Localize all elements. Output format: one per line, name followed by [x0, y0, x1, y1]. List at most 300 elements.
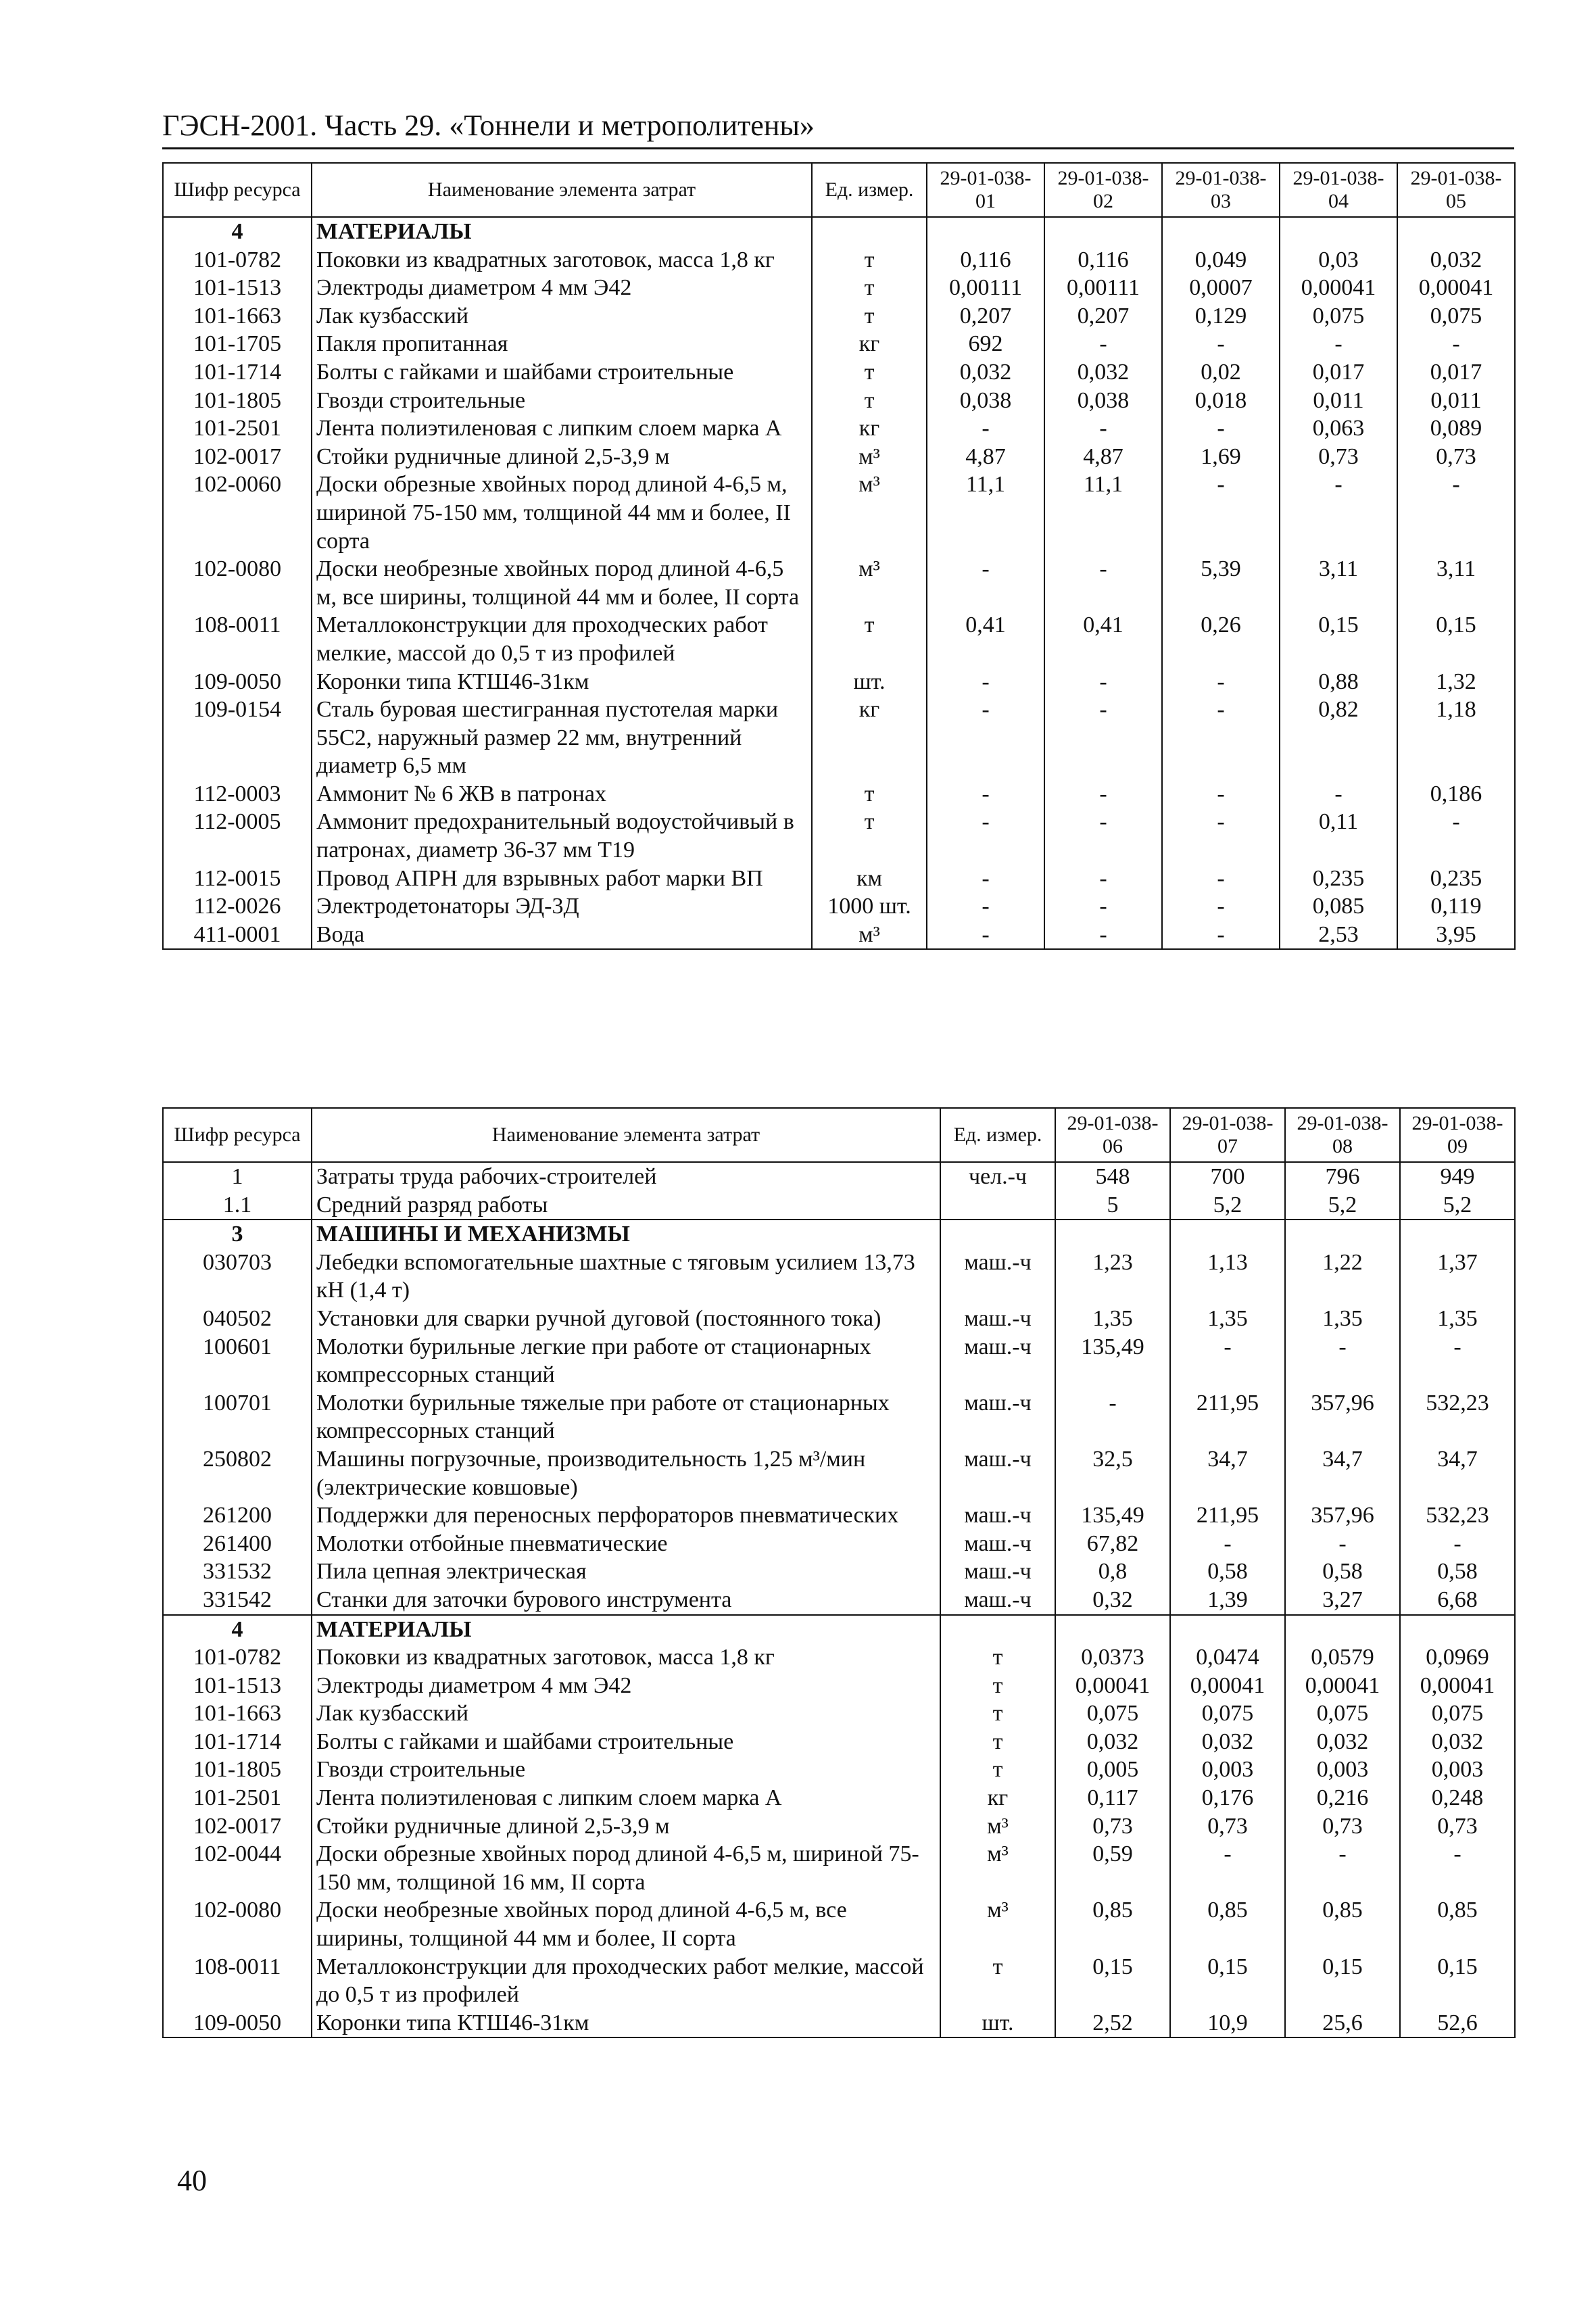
- cell-name: Болты с гайками и шайбами строительные: [312, 1728, 940, 1756]
- cell-value: 0,00041: [1400, 1672, 1515, 1700]
- cell-value: 0,075: [1170, 1699, 1285, 1728]
- cell-name: Провод АПРН для взрывных работ марки ВП: [312, 865, 812, 893]
- cell-value: 0,032: [1397, 246, 1515, 274]
- cell-unit: шт.: [812, 668, 927, 696]
- cell-code: 102-0044: [163, 1840, 312, 1896]
- cell-name: Электродетонаторы ЭД-3Д: [312, 892, 812, 921]
- cell-value: 135,49: [1055, 1501, 1170, 1530]
- table-row: [163, 358, 1515, 387]
- column-header: 29-01-038-05: [1397, 163, 1515, 217]
- column-header: 29-01-038-01: [927, 163, 1044, 217]
- cell-code: 250802: [163, 1445, 312, 1501]
- cell-code: 101-1805: [163, 1756, 312, 1784]
- cell-name: Доски необрезные хвойных пород длиной 4-6,5 м, все ширины, толщиной 44 мм и более, II сорта: [312, 555, 812, 611]
- cell-value: 2,53: [1280, 921, 1397, 950]
- cell-code: 1.1: [163, 1191, 312, 1220]
- cell-value: 0,075: [1400, 1699, 1515, 1728]
- cell-value: 0,003: [1285, 1756, 1400, 1784]
- cell-value: [1162, 217, 1280, 246]
- table-header-row: [163, 163, 1515, 217]
- cell-name: Гвозди строительные: [312, 387, 812, 415]
- table-row: [163, 1953, 1515, 2009]
- cell-code: 4: [163, 217, 312, 246]
- cell-code: 1: [163, 1162, 312, 1191]
- table-row: [163, 1586, 1515, 1615]
- cell-unit: [940, 1191, 1055, 1220]
- cell-value: -: [1397, 330, 1515, 358]
- cell-value: -: [1044, 865, 1162, 893]
- cell-value: -: [1285, 1333, 1400, 1389]
- cell-unit: [940, 1220, 1055, 1249]
- cell-value: 0,011: [1397, 387, 1515, 415]
- cell-value: [1285, 1220, 1400, 1249]
- cell-value: 0,0007: [1162, 274, 1280, 302]
- cell-value: 0,73: [1285, 1812, 1400, 1841]
- cell-name: Лак кузбасский: [312, 1699, 940, 1728]
- cell-value: -: [1397, 808, 1515, 864]
- cell-code: 101-1714: [163, 1728, 312, 1756]
- cell-value: 1,35: [1285, 1305, 1400, 1333]
- cell-value: 0,00041: [1285, 1672, 1400, 1700]
- cell-value: 0,15: [1397, 611, 1515, 667]
- cell-value: -: [927, 696, 1044, 780]
- cell-value: -: [1162, 471, 1280, 555]
- cell-value: 949: [1400, 1162, 1515, 1191]
- cell-code: 102-0017: [163, 1812, 312, 1841]
- cell-code: 108-0011: [163, 1953, 312, 2009]
- cell-value: -: [1162, 780, 1280, 809]
- cell-value: 0,017: [1280, 358, 1397, 387]
- cell-code: 102-0060: [163, 471, 312, 555]
- cell-value: -: [1400, 1530, 1515, 1558]
- cell-code: 030703: [163, 1249, 312, 1305]
- cell-unit: м³: [940, 1812, 1055, 1841]
- cell-value: 0,032: [1170, 1728, 1285, 1756]
- cell-value: 211,95: [1170, 1501, 1285, 1530]
- cell-value: 2,52: [1055, 2009, 1170, 2038]
- table-header-row: [163, 1108, 1515, 1162]
- cell-value: 11,1: [927, 471, 1044, 555]
- cell-name: Коронки типа КТШ46-31км: [312, 2009, 940, 2038]
- table-row: [163, 1501, 1515, 1530]
- column-header: 29-01-038-03: [1162, 163, 1280, 217]
- cell-code: 109-0050: [163, 668, 312, 696]
- cell-unit: шт.: [940, 2009, 1055, 2038]
- cell-value: 0,032: [1055, 1728, 1170, 1756]
- cell-code: 101-1663: [163, 1699, 312, 1728]
- cell-value: 3,27: [1285, 1586, 1400, 1615]
- cell-name: Коронки типа КТШ46-31км: [312, 668, 812, 696]
- cell-code: 112-0026: [163, 892, 312, 921]
- table-body: [163, 217, 1515, 949]
- cell-unit: т: [812, 302, 927, 331]
- cell-value: 357,96: [1285, 1389, 1400, 1445]
- table-row: [163, 696, 1515, 780]
- cell-unit: маш.-ч: [940, 1333, 1055, 1389]
- cell-value: -: [1400, 1840, 1515, 1896]
- cell-code: 101-0782: [163, 1643, 312, 1672]
- cell-name: Стойки рудничные длиной 2,5-3,9 м: [312, 443, 812, 471]
- table-row: [163, 330, 1515, 358]
- cell-value: -: [1044, 892, 1162, 921]
- cell-value: 0,85: [1055, 1896, 1170, 1952]
- cell-value: 0,00111: [927, 274, 1044, 302]
- cell-value: 32,5: [1055, 1445, 1170, 1501]
- cell-code: 101-2501: [163, 1784, 312, 1812]
- cell-value: 0,116: [927, 246, 1044, 274]
- table-row: [163, 1558, 1515, 1586]
- cell-value: -: [1044, 780, 1162, 809]
- cell-value: 0,00041: [1055, 1672, 1170, 1700]
- cell-name: Гвозди строительные: [312, 1756, 940, 1784]
- cell-name: Поддержки для переносных перфораторов пневматических: [312, 1501, 940, 1530]
- cell-value: -: [1397, 471, 1515, 555]
- cell-unit: м³: [940, 1896, 1055, 1952]
- cell-value: 34,7: [1285, 1445, 1400, 1501]
- cell-value: 1,69: [1162, 443, 1280, 471]
- table-row: [163, 1784, 1515, 1812]
- cell-unit: маш.-ч: [940, 1558, 1055, 1586]
- cell-unit: маш.-ч: [940, 1249, 1055, 1305]
- cell-value: 0,41: [1044, 611, 1162, 667]
- cell-value: 3,11: [1280, 555, 1397, 611]
- cell-value: 135,49: [1055, 1333, 1170, 1389]
- cell-value: 5,39: [1162, 555, 1280, 611]
- cell-value: 0,049: [1162, 246, 1280, 274]
- cell-value: 67,82: [1055, 1530, 1170, 1558]
- table-row: [163, 414, 1515, 443]
- table-row: [163, 1333, 1515, 1389]
- cell-value: 0,003: [1400, 1756, 1515, 1784]
- column-header: Ед. измер.: [940, 1108, 1055, 1162]
- cell-value: -: [1044, 921, 1162, 950]
- cell-value: -: [1400, 1333, 1515, 1389]
- cell-value: 0,82: [1280, 696, 1397, 780]
- table-row: [163, 1728, 1515, 1756]
- cell-value: 0,038: [1044, 387, 1162, 415]
- table-row: [163, 1249, 1515, 1305]
- cell-name: Доски обрезные хвойных пород длиной 4-6,5 м, шириной 75-150 мм, толщиной 44 мм и более, II сорта: [312, 471, 812, 555]
- cell-unit: [940, 1615, 1055, 1644]
- cell-value: 0,26: [1162, 611, 1280, 667]
- cell-value: 0,011: [1280, 387, 1397, 415]
- cell-value: 0,00041: [1280, 274, 1397, 302]
- cell-name: Электроды диаметром 4 мм Э42: [312, 1672, 940, 1700]
- table-row: [163, 1756, 1515, 1784]
- cell-unit: т: [812, 611, 927, 667]
- cell-value: -: [1170, 1840, 1285, 1896]
- column-header: Шифр ресурса: [163, 163, 312, 217]
- cell-name: Молотки бурильные легкие при работе от стационарных компрессорных станций: [312, 1333, 940, 1389]
- cell-unit: маш.-ч: [940, 1445, 1055, 1501]
- cell-value: 1,32: [1397, 668, 1515, 696]
- cell-name: Металлоконструкции для проходческих работ мелкие, массой до 0,5 т из профилей: [312, 1953, 940, 2009]
- cell-value: -: [927, 414, 1044, 443]
- cell-name: МАТЕРИАЛЫ: [312, 217, 812, 246]
- cell-code: 102-0080: [163, 1896, 312, 1952]
- cell-name: Молотки отбойные пневматические: [312, 1530, 940, 1558]
- cell-value: 0,73: [1397, 443, 1515, 471]
- cell-code: 112-0005: [163, 808, 312, 864]
- cell-value: 6,68: [1400, 1586, 1515, 1615]
- cell-name: Электроды диаметром 4 мм Э42: [312, 274, 812, 302]
- cell-value: 0,075: [1397, 302, 1515, 331]
- cell-name: Машины погрузочные, производительность 1,25 м³/мин (электрические ковшовые): [312, 1445, 940, 1501]
- cell-value: 0,11: [1280, 808, 1397, 864]
- cell-code: 109-0154: [163, 696, 312, 780]
- cell-unit: чел.-ч: [940, 1162, 1055, 1191]
- cell-value: 0,063: [1280, 414, 1397, 443]
- cell-code: 261200: [163, 1501, 312, 1530]
- cell-value: 0,58: [1285, 1558, 1400, 1586]
- cell-code: 331542: [163, 1586, 312, 1615]
- cell-value: 0,73: [1170, 1812, 1285, 1841]
- cell-code: 3: [163, 1220, 312, 1249]
- table-row: [163, 555, 1515, 611]
- cell-name: Затраты труда рабочих-строителей: [312, 1162, 940, 1191]
- table-row: [163, 1643, 1515, 1672]
- cell-value: 0,03: [1280, 246, 1397, 274]
- cell-value: 52,6: [1400, 2009, 1515, 2038]
- table-row: [163, 1389, 1515, 1445]
- cell-value: 796: [1285, 1162, 1400, 1191]
- cell-value: 0,0474: [1170, 1643, 1285, 1672]
- cell-code: 101-1513: [163, 1672, 312, 1700]
- table-row: [163, 302, 1515, 331]
- cell-name: Лак кузбасский: [312, 302, 812, 331]
- cell-unit: т: [940, 1953, 1055, 2009]
- cell-value: 0,248: [1400, 1784, 1515, 1812]
- cell-value: -: [1044, 555, 1162, 611]
- cell-value: -: [1044, 808, 1162, 864]
- cell-value: 0,00041: [1170, 1672, 1285, 1700]
- table-row: [163, 892, 1515, 921]
- cell-value: -: [1280, 471, 1397, 555]
- cell-code: 112-0015: [163, 865, 312, 893]
- table-row: [163, 2009, 1515, 2038]
- cell-code: 100701: [163, 1389, 312, 1445]
- cell-value: 0,018: [1162, 387, 1280, 415]
- cell-value: 692: [927, 330, 1044, 358]
- cell-value: 0,0969: [1400, 1643, 1515, 1672]
- cell-unit: т: [812, 780, 927, 809]
- cell-value: -: [1044, 414, 1162, 443]
- cell-value: 0,00041: [1397, 274, 1515, 302]
- table-row: [163, 808, 1515, 864]
- cell-value: 700: [1170, 1162, 1285, 1191]
- cell-value: 0,0373: [1055, 1643, 1170, 1672]
- column-header: Шифр ресурса: [163, 1108, 312, 1162]
- cell-value: -: [927, 865, 1044, 893]
- cell-code: 112-0003: [163, 780, 312, 809]
- cell-value: 532,23: [1400, 1389, 1515, 1445]
- cell-value: 0,58: [1170, 1558, 1285, 1586]
- cell-value: 5,2: [1285, 1191, 1400, 1220]
- cell-value: -: [1162, 414, 1280, 443]
- cell-value: -: [1285, 1530, 1400, 1558]
- cell-value: 1,18: [1397, 696, 1515, 780]
- cell-name: Установки для сварки ручной дуговой (постоянного тока): [312, 1305, 940, 1333]
- column-header: 29-01-038-07: [1170, 1108, 1285, 1162]
- cell-value: -: [1162, 892, 1280, 921]
- cell-value: [1055, 1615, 1170, 1644]
- cell-value: 0,59: [1055, 1840, 1170, 1896]
- cell-value: 3,95: [1397, 921, 1515, 950]
- cell-value: 0,075: [1285, 1699, 1400, 1728]
- cell-value: 0,85: [1400, 1896, 1515, 1952]
- cell-value: 0,8: [1055, 1558, 1170, 1586]
- cell-value: 0,02: [1162, 358, 1280, 387]
- cell-unit: т: [940, 1699, 1055, 1728]
- cell-value: 0,003: [1170, 1756, 1285, 1784]
- cell-value: [1400, 1220, 1515, 1249]
- cell-unit: маш.-ч: [940, 1530, 1055, 1558]
- cell-value: 0,207: [927, 302, 1044, 331]
- cell-value: 10,9: [1170, 2009, 1285, 2038]
- cell-value: -: [1055, 1389, 1170, 1445]
- cell-unit: маш.-ч: [940, 1586, 1055, 1615]
- cell-name: Станки для заточки бурового инструмента: [312, 1586, 940, 1615]
- cell-value: [1285, 1615, 1400, 1644]
- cell-value: -: [1044, 696, 1162, 780]
- column-header: Наименование элемента затрат: [312, 1108, 940, 1162]
- cell-value: 357,96: [1285, 1501, 1400, 1530]
- cell-name: Металлоконструкции для проходческих работ мелкие, массой до 0,5 т из профилей: [312, 611, 812, 667]
- column-header: 29-01-038-04: [1280, 163, 1397, 217]
- cell-value: 0,15: [1400, 1953, 1515, 2009]
- table-row: [163, 1812, 1515, 1841]
- cell-value: 0,186: [1397, 780, 1515, 809]
- cell-value: -: [927, 780, 1044, 809]
- table-row: [163, 1672, 1515, 1700]
- cell-code: 102-0080: [163, 555, 312, 611]
- cell-value: [927, 217, 1044, 246]
- cell-name: Поковки из квадратных заготовок, масса 1,8 кг: [312, 1643, 940, 1672]
- cell-value: 0,85: [1170, 1896, 1285, 1952]
- cell-unit: маш.-ч: [940, 1389, 1055, 1445]
- cell-name: Доски обрезные хвойных пород длиной 4-6,5 м, шириной 75-150 мм, толщиной 16 мм, II сорта: [312, 1840, 940, 1896]
- cell-code: 101-1513: [163, 274, 312, 302]
- cell-value: -: [1044, 330, 1162, 358]
- cell-code: 101-1663: [163, 302, 312, 331]
- cell-value: 0,117: [1055, 1784, 1170, 1812]
- cell-value: 0,032: [1044, 358, 1162, 387]
- cell-value: -: [927, 668, 1044, 696]
- table-row: [163, 217, 1515, 246]
- cell-value: 211,95: [1170, 1389, 1285, 1445]
- page-number: 40: [177, 2164, 207, 2197]
- cell-value: 25,6: [1285, 2009, 1400, 2038]
- cell-code: 101-1714: [163, 358, 312, 387]
- cell-value: 0,235: [1397, 865, 1515, 893]
- cell-value: 1,35: [1400, 1305, 1515, 1333]
- cell-value: 1,13: [1170, 1249, 1285, 1305]
- cell-value: [1400, 1615, 1515, 1644]
- table-row: [163, 865, 1515, 893]
- cell-value: 3,11: [1397, 555, 1515, 611]
- table-row: [163, 1162, 1515, 1191]
- cell-value: 0,005: [1055, 1756, 1170, 1784]
- cell-unit: т: [812, 274, 927, 302]
- cell-unit: м³: [812, 471, 927, 555]
- column-header: 29-01-038-06: [1055, 1108, 1170, 1162]
- cell-code: 411-0001: [163, 921, 312, 950]
- table-row: [163, 471, 1515, 555]
- cell-value: 0,017: [1397, 358, 1515, 387]
- cell-unit: кг: [812, 330, 927, 358]
- cell-value: -: [927, 555, 1044, 611]
- cell-name: Лента полиэтиленовая с липким слоем марка А: [312, 1784, 940, 1812]
- cell-value: 34,7: [1170, 1445, 1285, 1501]
- cell-value: -: [927, 921, 1044, 950]
- cell-unit: кг: [940, 1784, 1055, 1812]
- cell-unit: т: [940, 1672, 1055, 1700]
- cell-value: 0,129: [1162, 302, 1280, 331]
- cell-value: 0,038: [927, 387, 1044, 415]
- cell-value: [1170, 1615, 1285, 1644]
- table-row: [163, 246, 1515, 274]
- table-row: [163, 668, 1515, 696]
- cell-value: 0,73: [1055, 1812, 1170, 1841]
- cell-name: Пила цепная электрическая: [312, 1558, 940, 1586]
- cell-value: 0,235: [1280, 865, 1397, 893]
- cell-code: 040502: [163, 1305, 312, 1333]
- table-row: [163, 1840, 1515, 1896]
- table-row: [163, 1445, 1515, 1501]
- cell-name: МАТЕРИАЛЫ: [312, 1615, 940, 1644]
- table-row: [163, 274, 1515, 302]
- cell-code: 4: [163, 1615, 312, 1644]
- cell-value: -: [1162, 696, 1280, 780]
- cell-name: Лента полиэтиленовая с липким слоем марка А: [312, 414, 812, 443]
- cell-name: Аммонит предохранительный водоустойчивый в патронах, диаметр 36-37 мм Т19: [312, 808, 812, 864]
- cell-code: 101-0782: [163, 246, 312, 274]
- table-row: [163, 1615, 1515, 1644]
- cell-value: -: [1170, 1333, 1285, 1389]
- cell-value: -: [1162, 330, 1280, 358]
- column-header: 29-01-038-08: [1285, 1108, 1400, 1162]
- table-row: [163, 1305, 1515, 1333]
- cell-code: 102-0017: [163, 443, 312, 471]
- cell-unit: т: [940, 1728, 1055, 1756]
- cell-name: Пакля пропитанная: [312, 330, 812, 358]
- cell-value: [1170, 1220, 1285, 1249]
- column-header: Ед. измер.: [812, 163, 927, 217]
- cell-value: -: [1285, 1840, 1400, 1896]
- cell-unit: маш.-ч: [940, 1305, 1055, 1333]
- table-row: [163, 921, 1515, 950]
- cell-name: Доски необрезные хвойных пород длиной 4-6,5 м, все ширины, толщиной 44 мм и более, II сорта: [312, 1896, 940, 1952]
- cell-value: 1,35: [1170, 1305, 1285, 1333]
- cell-value: 0,88: [1280, 668, 1397, 696]
- table-row: [163, 780, 1515, 809]
- cell-code: 109-0050: [163, 2009, 312, 2038]
- table-row: [163, 1896, 1515, 1952]
- cell-code: 108-0011: [163, 611, 312, 667]
- table-row: [163, 1530, 1515, 1558]
- cell-value: 4,87: [1044, 443, 1162, 471]
- cell-value: 0,00111: [1044, 274, 1162, 302]
- page-header: ГЭСН-2001. Часть 29. «Тоннели и метрополитены»: [162, 108, 1514, 149]
- table-row: [163, 611, 1515, 667]
- cell-value: 0,176: [1170, 1784, 1285, 1812]
- cell-unit: км: [812, 865, 927, 893]
- resource-table-2: [162, 1107, 1516, 2038]
- column-header: 29-01-038-02: [1044, 163, 1162, 217]
- cell-value: 1,39: [1170, 1586, 1285, 1615]
- cell-unit: кг: [812, 696, 927, 780]
- cell-value: 548: [1055, 1162, 1170, 1191]
